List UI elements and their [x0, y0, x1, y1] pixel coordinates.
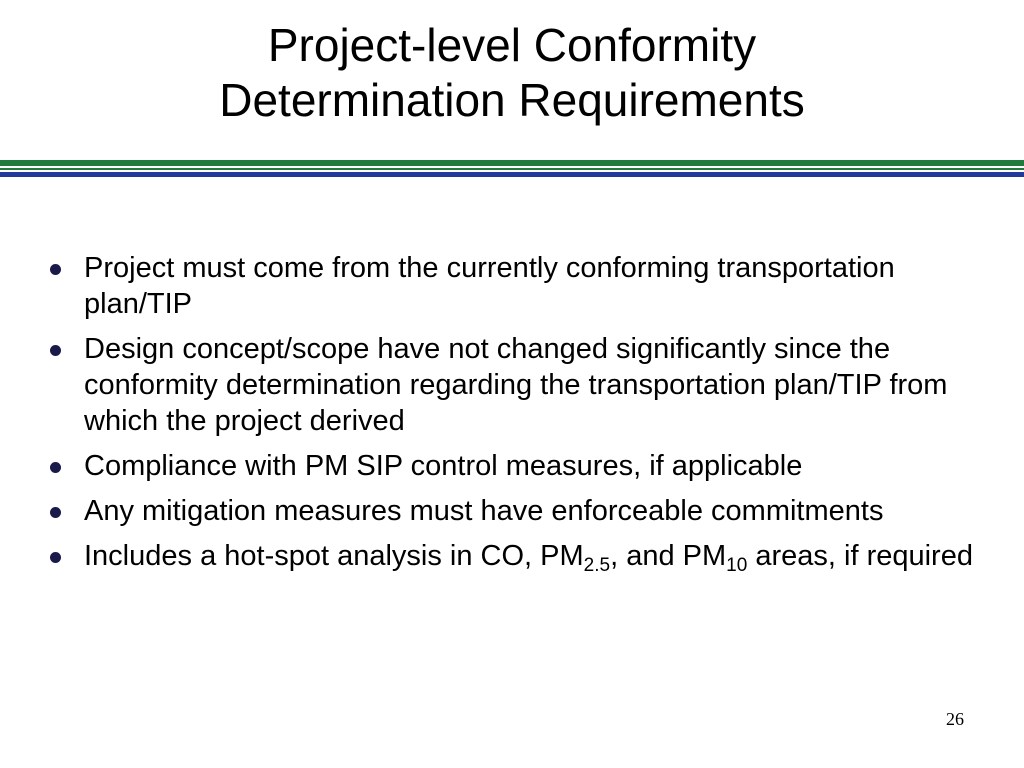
- bullet-item: [48, 448, 988, 484]
- bullet-text: Any mitigation measures must have enforceable commitments: [84, 495, 884, 527]
- bullet-text-part: , and PM: [610, 540, 727, 572]
- slide-title-line-2: Determination Requirements: [219, 74, 805, 126]
- slide-title-line-1: Project-level Conformity: [267, 19, 757, 71]
- bullet-dot-icon: [50, 345, 61, 356]
- bullet-dot-icon: [50, 462, 61, 473]
- bullet-item: [48, 250, 988, 322]
- bullet-dot-icon: [50, 507, 61, 518]
- subscript-pm10: 10: [726, 555, 748, 576]
- title-divider-blue: [0, 172, 1024, 177]
- slide-title: [0, 18, 1024, 128]
- bullet-text: Project must come from the currently conforming transportation plan/TIP: [84, 252, 895, 320]
- bullet-list: [48, 250, 988, 583]
- title-divider-green-thin: [0, 168, 1024, 170]
- subscript-pm25: 2.5: [583, 555, 611, 576]
- bullet-text-part: Includes a hot-spot analysis in CO, PM: [84, 540, 584, 572]
- bullet-dot-icon: [50, 264, 61, 275]
- bullet-dot-icon: [50, 552, 61, 563]
- bullet-text: Design concept/scope have not changed significantly since the conformity determination regarding the transportation plan/TIP from which the project derived: [84, 333, 948, 437]
- bullet-item: [48, 493, 988, 529]
- bullet-item: [48, 331, 988, 439]
- title-divider-green-thick: [0, 160, 1024, 166]
- bullet-text: Compliance with PM SIP control measures, if applicable: [84, 450, 803, 482]
- page-number: 26: [946, 709, 964, 729]
- bullet-item: [48, 538, 988, 574]
- bullet-text-part: areas, if required: [747, 540, 973, 572]
